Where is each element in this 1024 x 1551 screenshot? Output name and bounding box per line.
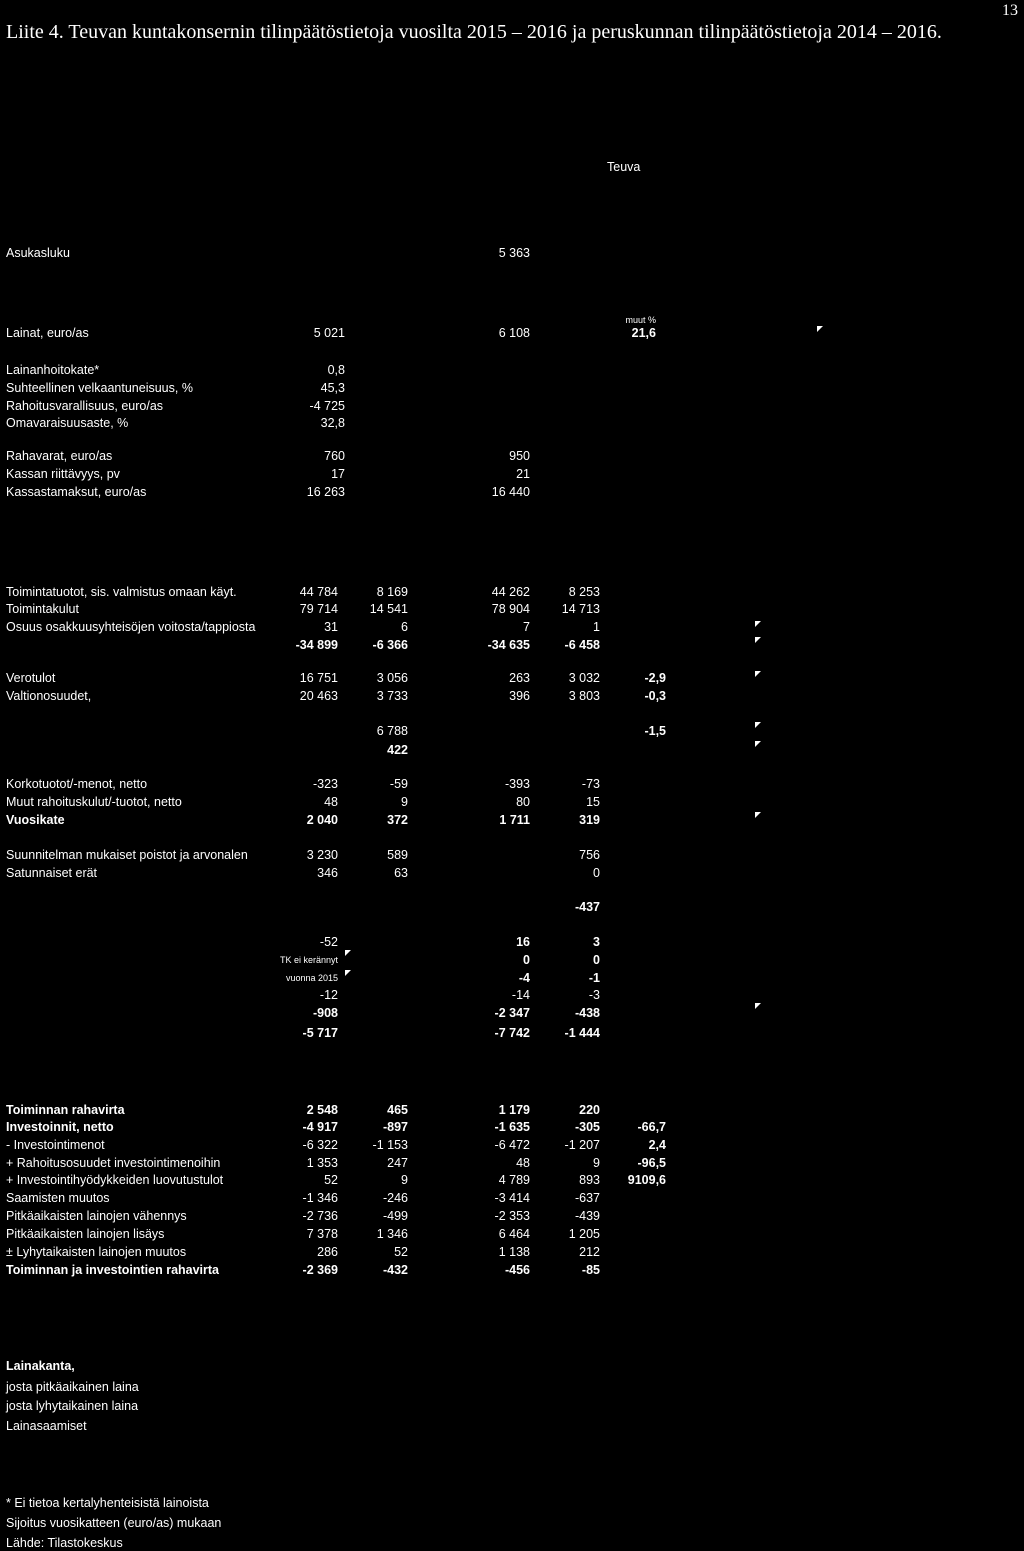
marker-icon [755, 621, 761, 627]
value-col-b: -6 366 [372, 638, 408, 652]
value-col-d: 0 [593, 953, 600, 967]
footnote-line: Sijoitus vuosikatteen (euro/as) mukaan [6, 1516, 222, 1530]
row-label: Verotulot [6, 671, 56, 685]
value-col-e: -1,5 [644, 724, 666, 738]
value-col-a: -12 [319, 988, 338, 1002]
row-label: Toimintatuotot, sis. valmistus omaan käyt. [6, 585, 237, 599]
row-label: Kassastamaksut, euro/as [6, 485, 147, 499]
footnote-line: Lähde: Tilastokeskus [6, 1536, 123, 1550]
value-col-b: 9 [401, 795, 408, 809]
row-label: + Investointihyödykkeiden luovutustulot [6, 1173, 224, 1187]
row-label: Valtionosuudet, [6, 689, 92, 703]
value-col-d: -1 207 [564, 1138, 600, 1152]
row-label: Osuus osakkuusyhteisöjen voitosta/tappiosta [6, 620, 256, 634]
value-col-d: 14 713 [561, 602, 600, 616]
value-col-c: -2 353 [494, 1209, 530, 1223]
value-col-d: 15 [586, 795, 600, 809]
row-label: Toimintakulut [6, 602, 79, 616]
row-value: 17 [331, 467, 345, 481]
marker-icon [755, 1003, 761, 1009]
value-col-c: -34 635 [487, 638, 530, 652]
value-col-a: -908 [312, 1006, 338, 1020]
value-col-a: -2 369 [302, 1263, 338, 1277]
row-label: Suhteellinen velkaantuneisuus, % [6, 381, 193, 395]
value-col-a: 52 [324, 1173, 338, 1187]
value-col-a: -1 346 [302, 1191, 338, 1205]
row-label: Rahavarat, euro/as [6, 449, 113, 463]
row-label: josta lyhytaikainen laina [6, 1399, 139, 1413]
value-col-a: 1 353 [306, 1156, 338, 1170]
value-col-d: 1 [593, 620, 600, 634]
value-col-d: -1 444 [564, 1026, 600, 1040]
value-col-d: 756 [579, 848, 600, 862]
value-col-e: -66,7 [637, 1120, 666, 1134]
value-col-a: -323 [312, 777, 338, 791]
value-col-b: -246 [382, 1191, 408, 1205]
value-col-c: 48 [516, 1156, 530, 1170]
value-col-b: 372 [387, 813, 408, 827]
value-col-d: 3 032 [568, 671, 600, 685]
value-col-b: -499 [382, 1209, 408, 1223]
value-col-a: 286 [317, 1245, 338, 1259]
value-col-e: 9109,6 [627, 1173, 666, 1187]
row-value: 16 440 [491, 485, 530, 499]
row-label: Rahoitusvarallisuus, euro/as [6, 399, 164, 413]
row-value: 16 263 [306, 485, 345, 499]
page-number: 13 [1002, 2, 1018, 19]
value-col-d: 8 253 [568, 585, 600, 599]
value-col-b: 14 541 [369, 602, 408, 616]
value-col-a: 48 [324, 795, 338, 809]
row-label: + Rahoitusosuudet investointimenoihin [6, 1156, 221, 1170]
value-col-d: 0 [593, 866, 600, 880]
row-label: Muut rahoituskulut/-tuotot, netto [6, 795, 182, 809]
value-col-c: -4 [518, 971, 530, 985]
row-label: Toiminnan ja investointien rahavirta [6, 1263, 220, 1277]
value-col-b: -1 153 [372, 1138, 408, 1152]
value-col-a: -5 717 [302, 1026, 338, 1040]
population-label: Asukasluku [6, 246, 70, 260]
marker-icon [755, 637, 761, 643]
value-col-c: -3 414 [494, 1191, 530, 1205]
row-label: Saamisten muutos [6, 1191, 110, 1205]
value-col-b: 52 [394, 1245, 408, 1259]
row-value: 32,8 [320, 416, 345, 430]
value-col-a: vuonna 2015 [285, 973, 338, 983]
value-col-b: -59 [389, 777, 408, 791]
value-col-b: 247 [387, 1156, 408, 1170]
value-col-e: -2,9 [644, 671, 666, 685]
value-col-b: 3 733 [376, 689, 408, 703]
value-col-b: 3 056 [376, 671, 408, 685]
row-value: -4 725 [309, 399, 345, 413]
row-label: Lainasaamiset [6, 1419, 87, 1433]
value-col-d: -3 [588, 988, 600, 1002]
value-col-d: -437 [574, 900, 600, 914]
value-col-c: 80 [516, 795, 530, 809]
value-col-e: -96,5 [637, 1156, 666, 1170]
value-col-a: -2 736 [302, 1209, 338, 1223]
value-col-c: 4 789 [498, 1173, 530, 1187]
value-col-e: -0,3 [644, 689, 666, 703]
value-col-c: -6 472 [494, 1138, 530, 1152]
row-label: Satunnaiset erät [6, 866, 98, 880]
value-col-a: 7 378 [306, 1227, 338, 1241]
row-value: 950 [509, 449, 530, 463]
footnote-line: * Ei tietoa kertalyhenteisistä lainoista [6, 1496, 209, 1510]
value-col-c: 6 464 [498, 1227, 530, 1241]
marker-icon [345, 950, 351, 956]
value-col-a: 346 [317, 866, 338, 880]
value-col-a: -34 899 [295, 638, 338, 652]
value-col-d: -73 [581, 777, 600, 791]
marker-icon [755, 741, 761, 747]
value-col-a: -6 322 [302, 1138, 338, 1152]
value-col-a: -4 917 [302, 1120, 338, 1134]
value-col-b: 589 [387, 848, 408, 862]
loans-change: 21,6 [631, 326, 656, 340]
value-col-c: 263 [509, 671, 530, 685]
loans-value-2: 6 108 [498, 326, 530, 340]
value-col-c: 396 [509, 689, 530, 703]
value-col-d: 212 [579, 1245, 600, 1259]
row-label: Omavaraisuusaste, % [6, 416, 129, 430]
row-label: Pitkäaikaisten lainojen lisäys [6, 1227, 165, 1241]
value-col-d: -637 [574, 1191, 600, 1205]
value-col-c: 1 138 [498, 1245, 530, 1259]
row-label: Pitkäaikaisten lainojen vähennys [6, 1209, 187, 1223]
value-col-d: -85 [581, 1263, 600, 1277]
marker-icon [345, 970, 351, 976]
municipality-header: Teuva [607, 160, 641, 174]
value-col-b: 9 [401, 1173, 408, 1187]
value-col-c: -7 742 [494, 1026, 530, 1040]
value-col-d: 893 [579, 1173, 600, 1187]
value-col-c: 7 [523, 620, 530, 634]
row-value: 45,3 [320, 381, 345, 395]
row-label: Korkotuotot/-menot, netto [6, 777, 148, 791]
value-col-a: 16 751 [299, 671, 338, 685]
value-col-d: -305 [574, 1120, 600, 1134]
value-col-a: 2 040 [306, 813, 338, 827]
value-col-a: -52 [319, 935, 338, 949]
value-col-c: -2 347 [494, 1006, 530, 1020]
value-col-c: 0 [523, 953, 530, 967]
marker-icon [817, 326, 823, 332]
row-label: ± Lyhytaikaisten lainojen muutos [6, 1245, 187, 1259]
value-col-b: 1 346 [376, 1227, 408, 1241]
value-col-a: 79 714 [299, 602, 338, 616]
value-col-a: 2 548 [306, 1103, 338, 1117]
value-col-a: 20 463 [299, 689, 338, 703]
value-col-b: 422 [387, 743, 408, 757]
value-col-c: 1 711 [499, 813, 530, 827]
value-col-c: 44 262 [491, 585, 530, 599]
row-label: Vuosikate [6, 813, 65, 827]
value-col-c: 78 904 [491, 602, 530, 616]
loans-label: Lainat, euro/as [6, 326, 89, 340]
value-col-b: 6 [401, 620, 408, 634]
row-label: Investoinnit, netto [6, 1120, 114, 1134]
value-col-d: -439 [574, 1209, 600, 1223]
row-label: Toiminnan rahavirta [6, 1103, 125, 1117]
value-col-d: -6 458 [564, 638, 600, 652]
row-label: Lainanhoitokate* [6, 363, 100, 377]
value-col-c: -1 635 [494, 1120, 530, 1134]
value-col-b: -432 [382, 1263, 408, 1277]
value-col-a: 44 784 [299, 585, 338, 599]
value-col-d: 1 205 [568, 1227, 600, 1241]
value-col-b: 8 169 [376, 585, 408, 599]
row-label: josta pitkäaikainen laina [6, 1380, 139, 1394]
value-col-d: 319 [579, 813, 600, 827]
row-value: 21 [516, 467, 530, 481]
row-label: Suunnitelman mukaiset poistot ja arvonalen [6, 848, 248, 862]
value-col-a: TK ei kerännyt [279, 955, 338, 965]
value-col-d: 3 803 [568, 689, 600, 703]
value-col-d: 9 [593, 1156, 600, 1170]
row-value: 0,8 [327, 363, 345, 377]
marker-icon [755, 722, 761, 728]
value-col-a: 31 [324, 620, 338, 634]
value-col-e: 2,4 [648, 1138, 666, 1152]
value-col-c: 16 [516, 935, 530, 949]
value-col-d: 3 [593, 935, 600, 949]
value-col-b: 6 788 [376, 724, 408, 738]
row-value: 760 [324, 449, 345, 463]
value-col-c: -14 [511, 988, 530, 1002]
loans-value-1: 5 021 [313, 326, 345, 340]
page-title: Liite 4. Teuvan kuntakonsernin tilinpäätöstietoja vuosilta 2015 – 2016 ja peruskunnan tilinpäätöstietoja 2014 – 2016. [6, 21, 942, 43]
value-col-c: 1 179 [498, 1103, 530, 1117]
value-col-d: -438 [574, 1006, 600, 1020]
value-col-b: 63 [394, 866, 408, 880]
value-col-a: 3 230 [306, 848, 338, 862]
value-col-b: 465 [387, 1103, 408, 1117]
row-label: Kassan riittävyys, pv [6, 467, 120, 481]
change-header: muut % [625, 315, 656, 325]
value-col-c: -456 [504, 1263, 530, 1277]
row-label: Lainakanta, [6, 1359, 75, 1373]
population-value: 5 363 [498, 246, 530, 260]
marker-icon [755, 671, 761, 677]
marker-icon [755, 812, 761, 818]
value-col-d: 220 [579, 1103, 600, 1117]
value-col-c: -393 [504, 777, 530, 791]
row-label: - Investointimenot [6, 1138, 105, 1152]
value-col-d: -1 [588, 971, 600, 985]
value-col-b: -897 [382, 1120, 408, 1134]
